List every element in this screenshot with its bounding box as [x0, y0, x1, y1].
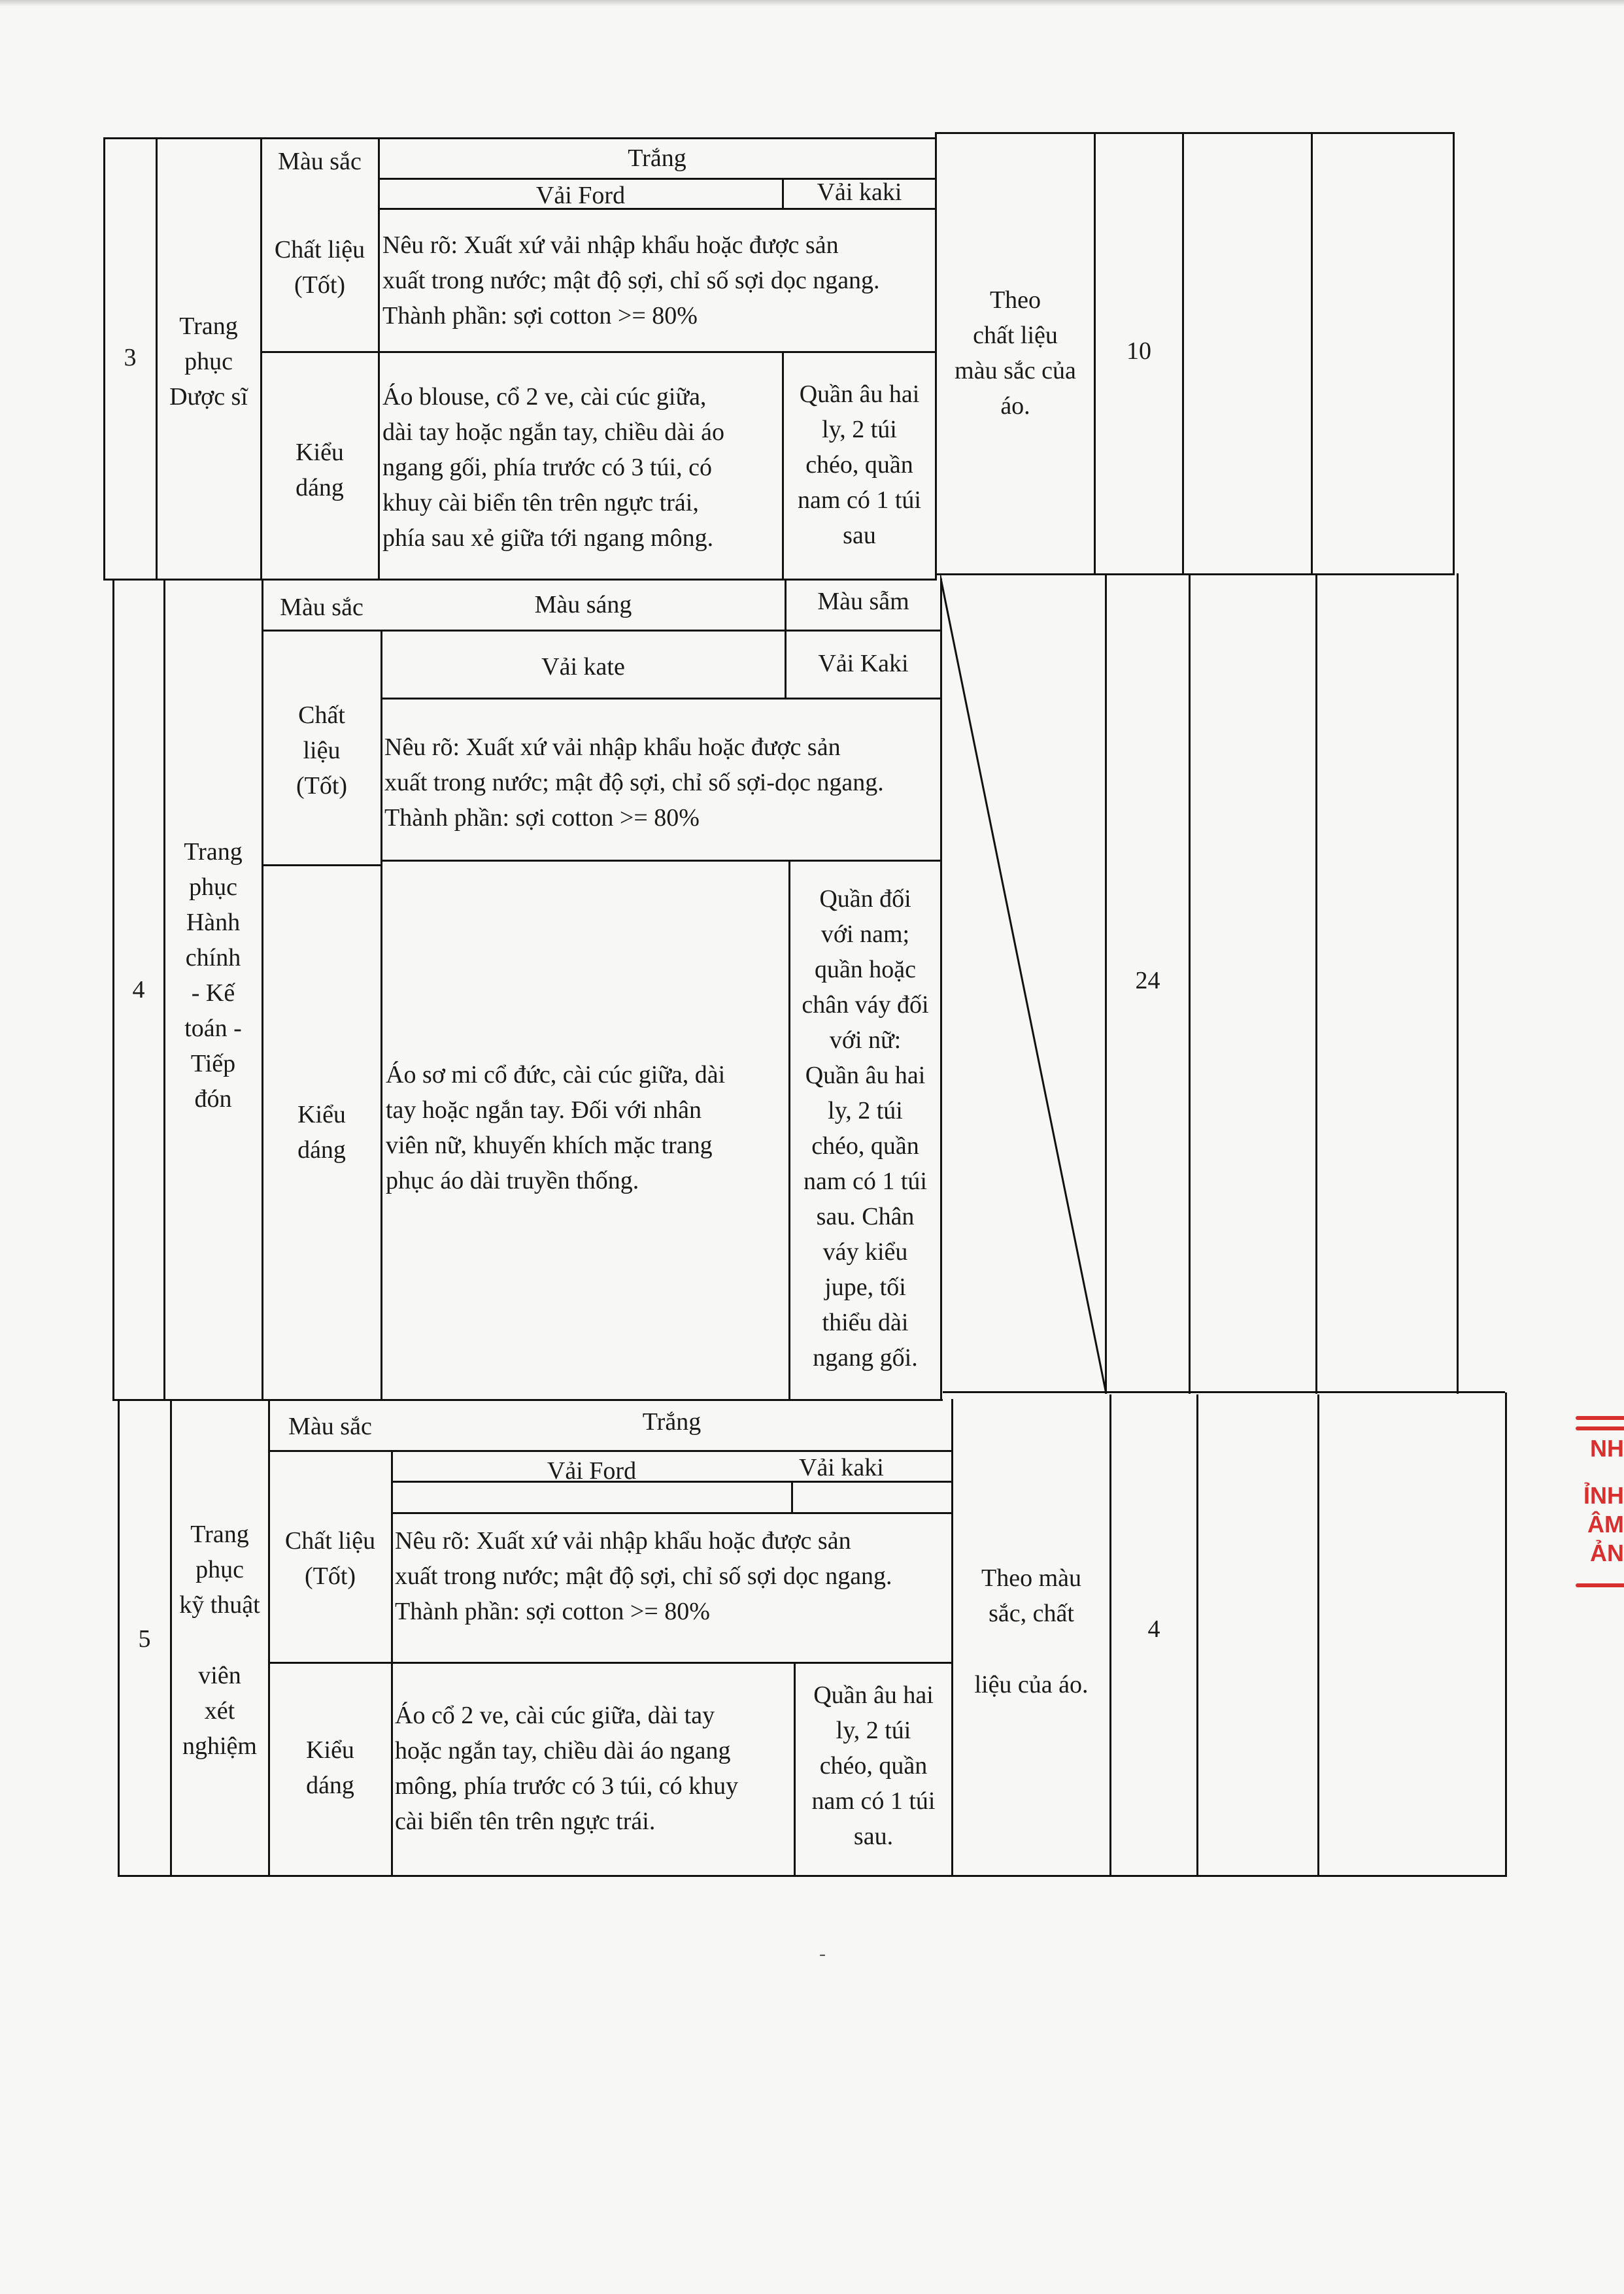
row-5-color-label: Màu sắc [288, 1413, 372, 1440]
row-5-material-text: Nêu rõ: Xuất xứ vải nhập khẩu hoặc được sản xuất trong nước; mật độ sợi, chỉ số sợi dọc ngang. Thành phần: sợi cotton >= 80% [395, 1527, 892, 1625]
row-5-quantity: 4 [1147, 1615, 1160, 1643]
row-3-fabric-pants: Vải kaki [817, 178, 902, 206]
row-5-pants-color-note-top: Theo màu sắc, chất [981, 1564, 1081, 1627]
row-5-color-value: Trắng [642, 1408, 702, 1436]
row-3-material-label: Chất liệu (Tốt) [274, 236, 365, 299]
row-5-style-label: Kiểu dáng [306, 1736, 354, 1799]
row-4-color-pants: Màu sẫm [817, 588, 909, 615]
row-5-name-top: Trang phục kỹ thuật [179, 1521, 260, 1619]
row-4-style-pants: Quần đối với nam; quần hoặc chân váy đối với nữ: Quần âu hai ly, 2 túi chéo, quần nam có 1 túi sau. Chân váy kiểu jupe, tối thiểu dài ngang gối. [802, 885, 929, 1372]
row-5-material-label: Chất liệu (Tốt) [284, 1527, 376, 1590]
row-3-material-text: Nêu rõ: Xuất xứ vải nhập khẩu hoặc được sản xuất trong nước; mật độ sợi, chỉ số sợi dọc ngang. Thành phần: sợi cotton >= 80% [382, 231, 880, 329]
row-4-quantity: 24 [1135, 967, 1160, 994]
stamp-text-2: ỈNH [1583, 1482, 1624, 1509]
row-3-number: 3 [124, 344, 137, 371]
stamp-text-1: NH [1590, 1435, 1624, 1462]
row-4-fabric-pants: Vải Kaki [818, 650, 909, 677]
row-3-color-label: Màu sắc [278, 148, 362, 175]
row-4-color-label: Màu sắc [280, 594, 364, 621]
row-4-material-label: Chất liệu (Tốt) [296, 701, 348, 800]
row-5-fabric-shirt: Vải Ford [547, 1457, 637, 1485]
diagonal-strike-line [940, 575, 1110, 1394]
row-3-fabric-shirt: Vải Ford [535, 182, 626, 209]
row-5-fabric-pants: Vải kaki [799, 1454, 884, 1481]
stamp-text-3: ÂM [1587, 1511, 1624, 1538]
stamp-text-4: ẢN [1590, 1540, 1624, 1566]
row-4-material-text: Nêu rõ: Xuất xứ vải nhập khẩu hoặc được sản xuất trong nước; mật độ sợi, chỉ số sợi-dọc ngang. Thành phần: sợi cotton >= 80% [384, 734, 884, 832]
row-4-style-shirt: Áo sơ mi cổ đức, cài cúc giữa, dài tay hoặc ngắn tay. Đối với nhân viên nữ, khuyến khích mặc trang phục áo dài truyền thống. [386, 1061, 726, 1194]
row-3-name: Trang phục Dược sĩ [169, 312, 248, 411]
row-4-style-label: Kiểu dáng [297, 1101, 346, 1164]
row-3-style-label: Kiểu dáng [296, 439, 344, 501]
red-seal-stamp [1576, 1412, 1624, 1595]
row-3-quantity: 10 [1126, 337, 1151, 365]
row-5-name-bottom: viên xét nghiệm [182, 1662, 257, 1760]
row-4-name: Trang phục Hành chính - Kế toán - Tiếp đón [184, 838, 243, 1113]
row-3-style-pants: Quần âu hai ly, 2 túi chéo, quần nam có 1 túi sau [798, 380, 921, 549]
row-3-pants-color-note: Theo chất liệu màu sắc của áo. [955, 286, 1076, 420]
row-5-number: 5 [138, 1625, 151, 1653]
row-4-color-shirt: Màu sáng [534, 591, 632, 618]
footer-mark: - [819, 1943, 826, 1965]
row-4-fabric-shirt: Vải kate [541, 653, 625, 681]
row-5-style-shirt: Áo cổ 2 ve, cài cúc giữa, dài tay hoặc ngắn tay, chiều dài áo ngang mông, phía trước có 3 túi, có khuy cài biển tên trên ngực trái. [395, 1702, 739, 1835]
row-3-style-shirt: Áo blouse, cổ 2 ve, cài cúc giữa, dài tay hoặc ngắn tay, chiều dài áo ngang gối, phía trước có 3 túi, có khuy cài biển tên trên ngực trái, phía sau xẻ giữa tới ngang mông. [382, 383, 724, 552]
row-3-color-value: Trắng [628, 144, 686, 172]
row-4-number: 4 [132, 976, 145, 1004]
row-5-pants-color-note-bottom: liệu của áo. [974, 1671, 1089, 1698]
row-5-style-pants: Quần âu hai ly, 2 túi chéo, quần nam có 1 túi sau. [811, 1681, 936, 1850]
